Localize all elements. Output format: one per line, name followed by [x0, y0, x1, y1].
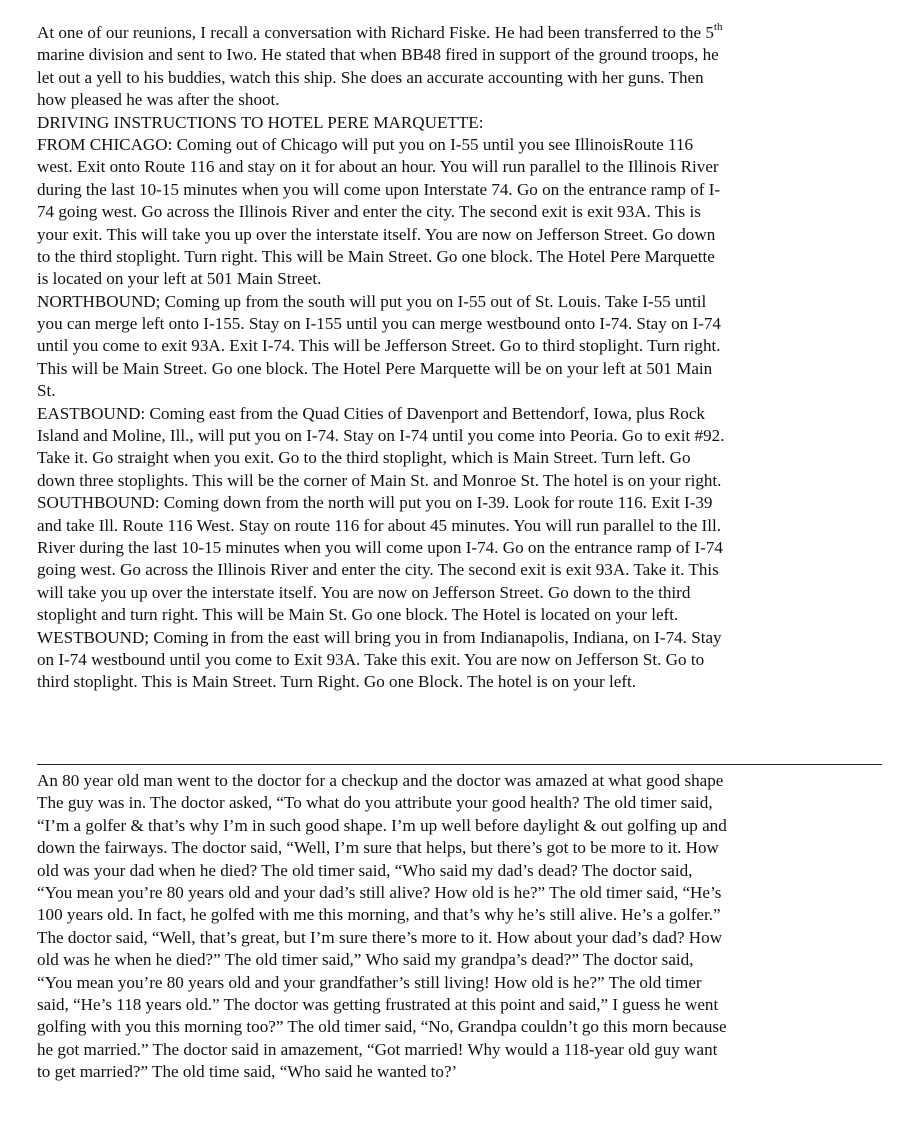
- text-line: old was your dad when he died? The old timer said, “Who said my dad’s dead? The doctor said,: [37, 860, 693, 880]
- top-text-block: [37, 22, 883, 694]
- northbound-paragraph: [37, 291, 883, 403]
- text-line: to the third stoplight. Turn right. This will be Main Street. Go one block. The Hotel Pere Marquette: [37, 246, 715, 266]
- text-line: will take you up over the interstate itself. You are now on Jefferson Street. Go down to the third: [37, 582, 691, 602]
- text-line: on I-74 westbound until you come to Exit 93A. Take this exit. You are now on Jefferson St. Go to: [37, 649, 705, 669]
- text-line: River during the last 10-15 minutes when you will come upon I-74. Go on the entrance ramp of I-74: [37, 537, 723, 557]
- text-line: your exit. This will take you up over the interstate itself. You are now on Jefferson Street. Go down: [37, 224, 716, 244]
- text-line: down the fairways. The doctor said, “Well, I’m sure that helps, but there’s got to be more to it. How: [37, 838, 719, 858]
- text-line: St.: [37, 381, 56, 401]
- text-line: The guy was in. The doctor asked, “To what do you attribute your good health? The old timer said,: [37, 793, 713, 813]
- text-line: An 80 year old man went to the doctor for a checkup and the doctor was amazed at what good shape: [37, 771, 724, 790]
- text-line: “You mean you’re 80 years old and your grandfather’s still living! How old is he?” The old timer: [37, 972, 702, 992]
- southbound-paragraph: [37, 492, 883, 626]
- driving-instructions-heading: DRIVING INSTRUCTIONS TO HOTEL PERE MARQUETTE:: [37, 112, 484, 132]
- text-line: “I’m a golfer & that’s why I’m in such good shape. I’m up well before daylight & out golfing up and: [37, 815, 727, 835]
- text-line: marine division and sent to Iwo. He stated that when BB48 fired in support of the ground troops, he: [37, 45, 719, 65]
- text-line: This will be Main Street. Go one block. The Hotel Pere Marquette will be on your left at 501 Main: [37, 358, 713, 378]
- text-line: third stoplight. This is Main Street. Turn Right. Go one Block. The hotel is on your left.: [37, 672, 637, 692]
- text-line: let out a yell to his buddies, watch this ship. She does an accurate accounting with her guns. Then: [37, 67, 704, 87]
- text-line: during the last 10-15 minutes when you will come upon Interstate 74. Go on the entrance ramp of I-: [37, 179, 721, 199]
- text-line: 100 years old. In fact, he golfed with me this morning, and that’s why he’s still alive. He’s a golfer.”: [37, 905, 721, 925]
- joke-paragraph: [37, 770, 883, 1083]
- horizontal-divider: [37, 764, 882, 765]
- text-line: At one of our reunions, I recall a conversation with Richard Fiske. He had been transferred to the 5th: [37, 21, 723, 42]
- westbound-paragraph: [37, 627, 883, 694]
- text-line: to get married?” The old time said, “Who said he wanted to?’: [37, 1062, 458, 1082]
- text-line: stoplight and turn right. This will be Main St. Go one block. The Hotel is located on your left.: [37, 605, 679, 625]
- text-line: old was he when he died?” The old timer said,” Who said my grandpa’s dead?” The doctor said,: [37, 950, 694, 970]
- text-line: SOUTHBOUND: Coming down from the north will put you on I-39. Look for route 116. Exit I-39: [37, 493, 713, 513]
- reunion-story-paragraph: [37, 22, 883, 112]
- text-line: The doctor said, “Well, that’s great, but I’m sure there’s more to it. How about your dad’s dad? How: [37, 927, 723, 947]
- text-line: west. Exit onto Route 116 and stay on it for about an hour. You will run parallel to the Illinois River: [37, 157, 719, 177]
- text-line: Island and Moline, Ill., will put you on I-74. Stay on I-74 until you come into Peoria. Go to exit #92.: [37, 426, 725, 446]
- eastbound-paragraph: [37, 403, 883, 493]
- text-line: golfing with you this morning too?” The old timer said, “No, Grandpa couldn’t go this morn because: [37, 1017, 727, 1037]
- text-line: and take Ill. Route 116 West. Stay on route 116 for about 45 minutes. You will run parallel to the Ill.: [37, 515, 722, 535]
- text-line: WESTBOUND; Coming in from the east will bring you in from Indianapolis, Indiana, on I-74. Stay: [37, 627, 722, 647]
- text-line: how pleased he was after the shoot.: [37, 90, 280, 110]
- text-line: 74 going west. Go across the Illinois River and enter the city. The second exit is exit 93A. This is: [37, 202, 701, 222]
- ordinal-superscript: th: [713, 21, 723, 34]
- text-line: EASTBOUND: Coming east from the Quad Cities of Davenport and Bettendorf, Iowa, plus Rock: [37, 403, 705, 423]
- text-line: he got married.” The doctor said in amazement, “Got married! Why would a 118-year old guy want: [37, 1039, 718, 1059]
- text-line: FROM CHICAGO: Coming out of Chicago will put you on I-55 until you see IllinoisRoute 116: [37, 134, 694, 154]
- text-line: is located on your left at 501 Main Street.: [37, 269, 322, 289]
- text-line: down three stoplights. This will be the corner of Main St. and Monroe St. The hotel is on your right.: [37, 470, 722, 490]
- from-chicago-paragraph: [37, 134, 883, 291]
- text-line: “You mean you’re 80 years old and your dad’s still alive? How old is he?” The old timer said, “He’s: [37, 882, 722, 902]
- text-line: said, “He’s 118 years old.” The doctor was getting frustrated at this point and said,” I guess he went: [37, 994, 719, 1014]
- text-line: going west. Go across the Illinois River and enter the city. The second exit is exit 93A. Take it. This: [37, 560, 719, 580]
- text-line: you can merge left onto I-155. Stay on I-155 until you can merge westbound onto I-74. Stay on I-74: [37, 314, 721, 334]
- text-line: NORTHBOUND; Coming up from the south will put you on I-55 out of St. Louis. Take I-55 until: [37, 291, 707, 311]
- text-line: Take it. Go straight when you exit. Go to the third stoplight, which is Main Street. Turn left. Go: [37, 448, 691, 468]
- text-line: until you come to exit 93A. Exit I-74. This will be Jefferson Street. Go to third stoplight. Turn right.: [37, 336, 721, 356]
